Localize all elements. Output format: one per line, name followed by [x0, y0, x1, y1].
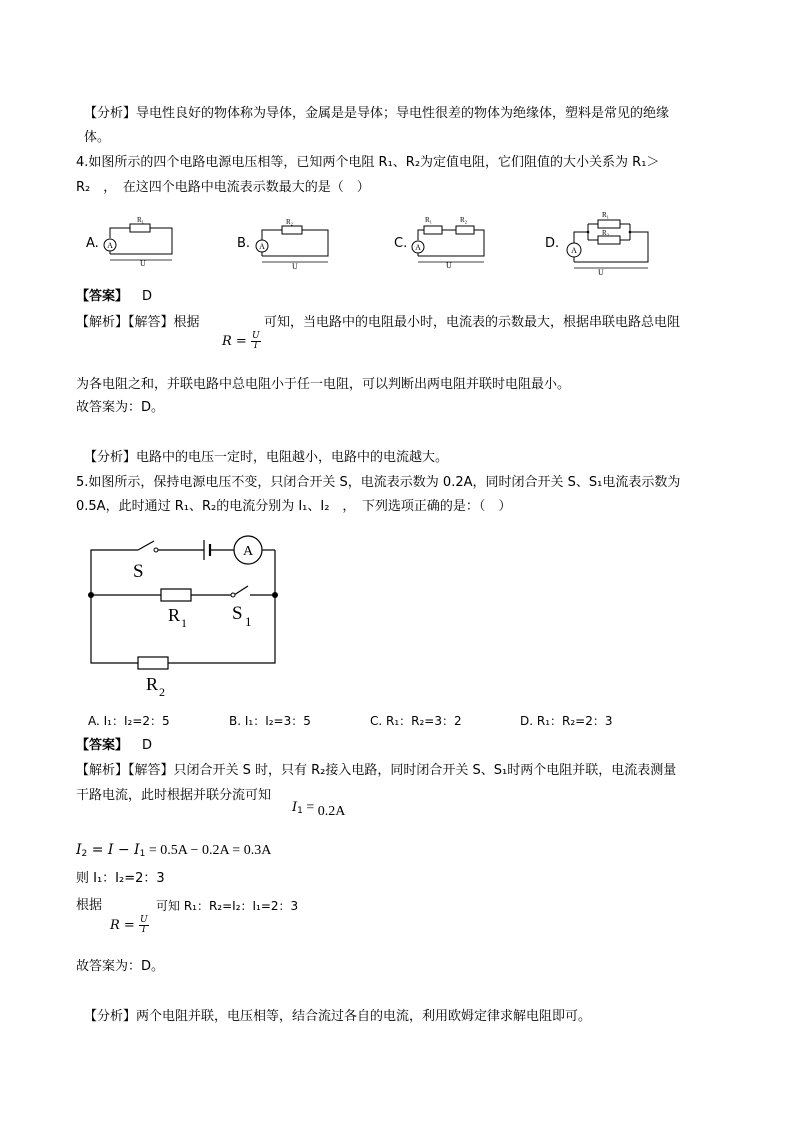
- q4-circuit-d: [564, 206, 654, 276]
- q4-circuit-d-u: U: [598, 268, 604, 277]
- q5-eq-i2-a: I: [76, 842, 82, 858]
- q5-eq-i2-rest: = 0.5A − 0.2A = 0.3A: [145, 843, 272, 858]
- q3-analysis-line2: 体。: [84, 130, 111, 145]
- q4-circuit-d-r2: R₂: [602, 229, 610, 237]
- q4-circuit-b-ammeter: A: [259, 242, 265, 251]
- q5-switch-s1-label: S: [232, 603, 243, 624]
- q4-option-b-label: B.: [237, 236, 251, 251]
- q5-eq-i2: [76, 840, 271, 864]
- q5-switch-s-label: S: [133, 561, 144, 582]
- q4-option-a-label: A.: [86, 236, 99, 251]
- q4-circuit-c-r1: R₁: [425, 216, 433, 224]
- q5-eq-i2-sub-b: 1: [139, 849, 146, 859]
- q4-solution-line2: 为各电阻之和，并联电路中总电阻小于任一电阻，可以判断出两电阻并联时电阻最小。: [76, 377, 571, 392]
- q5-formula-lhs: R =: [110, 918, 135, 933]
- q5-eq-i1-op: =: [302, 800, 318, 815]
- q4-circuit-c-u: U: [446, 261, 452, 270]
- q4-analysis: 【分析】电路中的电压一定时，电阻越小，电路中的电流越大。: [84, 450, 449, 465]
- q4-conclusion: 故答案为：D。: [76, 400, 165, 415]
- q4-circuit-a-u: U: [140, 259, 146, 268]
- q4-answer-row: [76, 287, 152, 307]
- q4-circuit-a: [100, 212, 180, 270]
- q5-r2-sub: 2: [159, 685, 165, 699]
- q5-eq-i1-sub: 1: [297, 806, 303, 816]
- q4-stem-line1: 4.如图所示的四个电路电源电压相等，已知两个电阻 R₁、R₂为定值电阻，它们阻值的大小关系为 R₁＞: [76, 155, 660, 170]
- q4-solution-prefix: 【解析】【解答】根据: [76, 315, 200, 330]
- q5-answer-value: D: [142, 738, 153, 753]
- q4-solution-after: 可知，当电路中的电阻最小时，电流表的示数最大，根据串联电路总电阻: [264, 315, 681, 330]
- q5-ratio-line: 则 I₁：I₂=2：3: [76, 871, 165, 886]
- q5-r2-label: R: [146, 674, 159, 694]
- q4-stem-line2: R₂ ， 在这四个电路中电流表示数最大的是（ ）: [76, 180, 370, 195]
- q5-r1-label: R: [168, 605, 181, 625]
- q5-answer-row: [76, 736, 152, 756]
- q5-formula-den: I: [141, 925, 146, 935]
- q5-stem-line1: 5.如图所示，保持电源电压不变，只闭合开关 S，电流表示数为 0.2A，同时闭合开关 S、S₁电流表示数为: [76, 475, 681, 490]
- q5-eq-i2-sub-a: 2: [81, 849, 88, 859]
- q5-formula: [110, 916, 149, 935]
- q4-option-c-label: C.: [394, 236, 408, 251]
- q5-eq-i2-mid: = I − I: [87, 842, 140, 858]
- q4-circuit-b-r2: R₂: [286, 218, 294, 226]
- q5-stem-line2: 0.5A，此时通过 R₁、R₂的电流分别为 I₁、I₂ ， 下列选项正确的是：（ ）: [76, 499, 512, 514]
- q5-switch-s1-sub: 1: [245, 614, 252, 629]
- q4-formula: [222, 332, 261, 351]
- q5-eq-i1-val: 0.2A: [317, 804, 346, 819]
- q5-basis-after: 可知 R₁：R₂=I₂：I₁=2：3: [156, 899, 299, 913]
- q4-formula-lhs: R =: [222, 334, 247, 349]
- q5-circuit-diagram: [86, 532, 286, 700]
- q4-circuit-c: [408, 208, 493, 268]
- q5-option-d: D. R₁：R₂=2：3: [520, 714, 613, 728]
- q4-circuit-d-r1: R₁: [602, 211, 610, 219]
- q4-circuit-a-r1: R₁: [137, 216, 145, 224]
- q4-formula-num: U: [251, 331, 260, 341]
- q5-answer-label: 【答案】: [76, 738, 129, 753]
- q5-conclusion: 故答案为：D。: [76, 959, 165, 974]
- q4-circuit-c-r2: R₂: [460, 216, 468, 224]
- q4-answer-value: D: [142, 289, 153, 304]
- q5-formula-num: U: [139, 915, 148, 925]
- q5-eq-i1-lhs: I: [292, 800, 298, 815]
- q5-option-a: A. I₁：I₂=2：5: [88, 714, 170, 728]
- q4-circuit-b: [252, 212, 332, 270]
- q4-option-d-label: D.: [545, 236, 560, 251]
- q5-r1-sub: 1: [181, 616, 187, 630]
- q4-circuit-b-u: U: [292, 262, 298, 271]
- q5-solution-line2: 干路电流，此时根据并联分流可知: [76, 788, 272, 803]
- q5-eq-i1: [292, 800, 346, 819]
- q4-formula-den: I: [253, 341, 258, 351]
- q5-option-b: B. I₁：I₂=3：5: [229, 714, 311, 728]
- q4-circuit-c-ammeter: A: [415, 243, 421, 252]
- q4-answer-label: 【答案】: [76, 289, 129, 304]
- q4-circuit-d-ammeter: A: [571, 246, 577, 255]
- q5-solution-line1: 【解析】【解答】只闭合开关 S 时，只有 R₂接入电路，同时闭合开关 S、S₁时两个电阻并联，电流表测量: [76, 763, 677, 778]
- q5-basis-prefix: 根据: [76, 898, 103, 913]
- q5-option-c: C. R₁：R₂=3：2: [370, 714, 462, 728]
- q5-ammeter-label: A: [242, 544, 254, 559]
- q4-circuit-a-ammeter: A: [107, 241, 113, 250]
- q5-analysis: 【分析】两个电阻并联，电压相等，结合流过各自的电流，利用欧姆定律求解电阻即可。: [84, 1009, 592, 1024]
- q3-analysis-line1: 【分析】导电性良好的物体称为导体，金属是是导体；导电性很差的物体为绝缘体，塑料是常见的绝缘: [84, 106, 670, 121]
